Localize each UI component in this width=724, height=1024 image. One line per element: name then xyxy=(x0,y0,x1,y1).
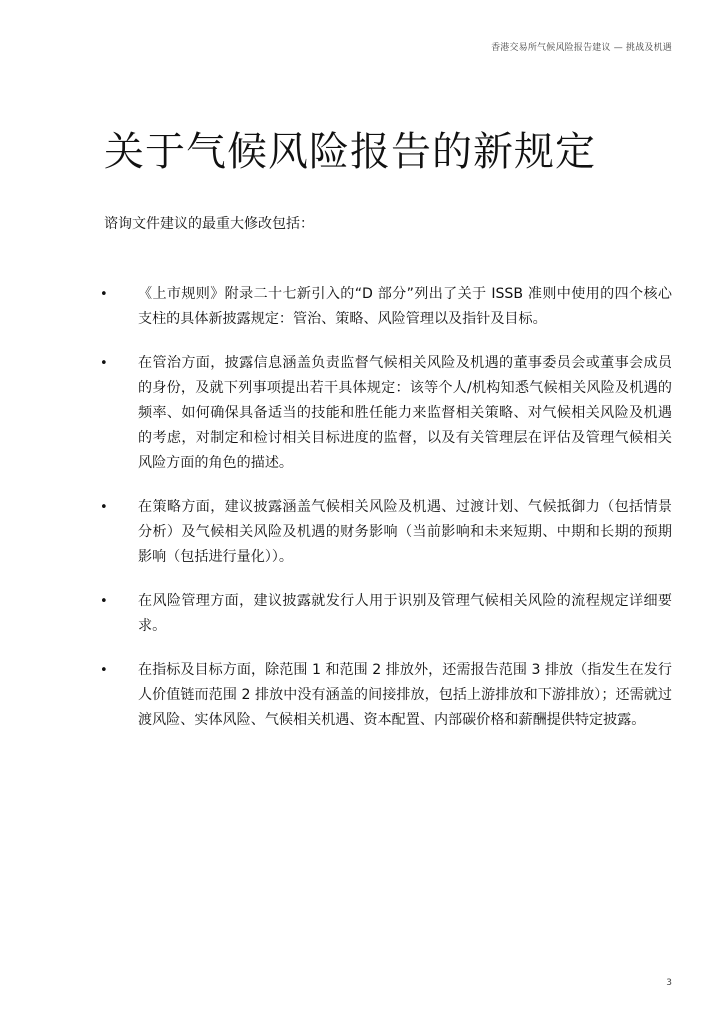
running-header: 香港交易所气候风险报告建议 — 挑战及机遇 xyxy=(491,43,672,53)
list-item xyxy=(100,282,672,332)
list-item-text: 在管治方面，披露信息涵盖负责监督气候相关风险及机遇的董事委员会或董事会成员的身份，及就下列事项提出若干具体规定：该等个人/机构知悉气候相关风险及机遇的频率、如何确保具备适当的技能和胜任能力来监督相关策略、对气候相关风险及机遇的考虑，对制定和检讨相关目标进度的监督，以及有关管理层在评估及管理气候相关风险方面的角色的描述。 xyxy=(138,355,672,471)
list-item-text: 在指标及目标方面，除范围 1 和范围 2 排放外，还需报告范围 3 排放（指发生在发行人价值链而范围 2 排放中没有涵盖的间接排放，包括上游排放和下游排放）；还需就过渡风险、实体风险、气候相关机遇、资本配置、内部碳价格和薪酬提供特定披露。 xyxy=(138,662,672,728)
page-title: 关于气候风险报告的新规定 xyxy=(104,129,596,175)
bullet-marker: • xyxy=(100,663,108,678)
bullet-marker: • xyxy=(100,287,108,302)
bullet-marker: • xyxy=(100,500,108,515)
intro-text: 谘询文件建议的最重大修改包括： xyxy=(104,216,314,232)
bullet-marker: • xyxy=(100,356,108,371)
list-item-text: 在风险管理方面，建议披露就发行人用于识别及管理气候相关风险的流程规定详细要求。 xyxy=(138,593,672,634)
list-item xyxy=(100,589,672,639)
list-item xyxy=(100,658,672,733)
list-item-text: 在策略方面，建议披露涵盖气候相关风险及机遇、过渡计划、气候抵御力（包括情景分析）及气候相关风险及机遇的财务影响（当前影响和未来短期、中期和长期的预期影响（包括进行量化））。 xyxy=(138,499,672,565)
list-item xyxy=(100,495,672,570)
page-number: 3 xyxy=(666,978,672,988)
bullet-list xyxy=(100,282,672,733)
bullet-marker: • xyxy=(100,594,108,609)
list-item xyxy=(100,351,672,476)
list-item-text: 《上市规则》附录二十七新引入的“D 部分”列出了关于 ISSB 准则中使用的四个核心支柱的具体新披露规定：管治、策略、风险管理以及指针及目标。 xyxy=(138,286,672,327)
